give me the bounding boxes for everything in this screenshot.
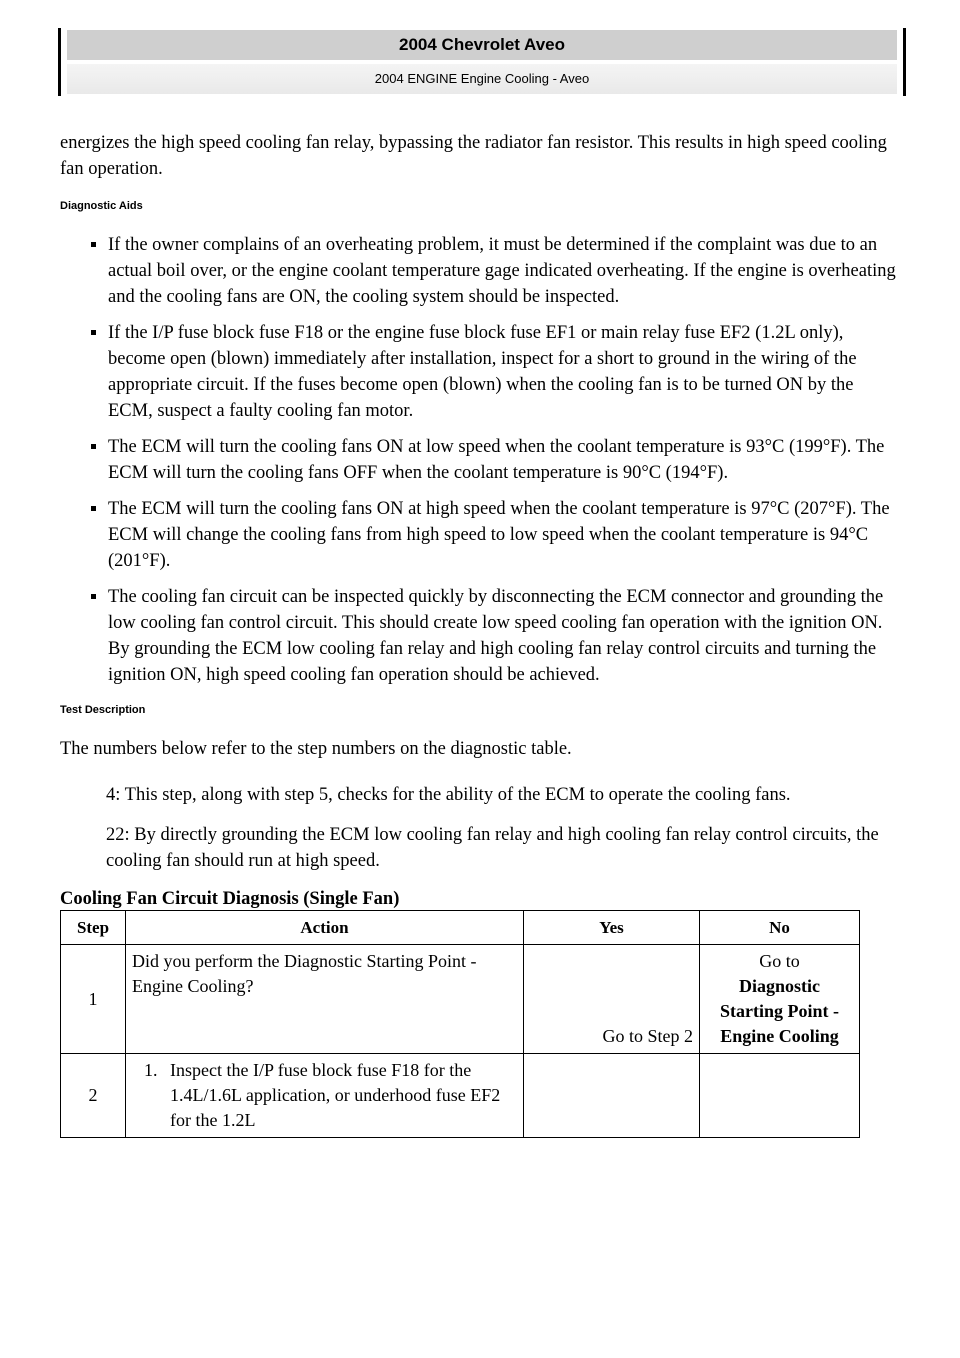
- list-item: ▪ If the owner complains of an overheating problem, it must be determined if the complaint was due to an actual boil over, or the engine coolant temperature gage indicated overheating. If the engine is overheating and the cooling fans are ON, the cooling system should be inspected.: [108, 232, 900, 310]
- document-subtitle: 2004 ENGINE Engine Cooling - Aveo: [67, 64, 897, 94]
- no-cell: [700, 945, 860, 1054]
- diagnostic-aids-list: [60, 232, 900, 688]
- no-cell-link: Diagnostic Starting Point - Engine Cooling: [720, 976, 839, 1046]
- column-header-yes: Yes: [524, 911, 700, 945]
- yes-cell: [524, 1054, 700, 1138]
- document-body: [60, 130, 900, 1138]
- section-heading-test-description: Test Description: [60, 704, 146, 716]
- document-title: 2004 Chevrolet Aveo: [67, 30, 897, 60]
- no-cell-prefix: Go to: [759, 951, 800, 971]
- no-cell: [700, 1054, 860, 1138]
- list-item: ▪ If the I/P fuse block fuse F18 or the engine fuse block fuse EF1 or main relay fuse EF2 (1.2L only), become open (blown) immediately after installation, inspect for a short to ground in the wiring of the appropriate circuit. If the fuses become open (blown) when the cooling fan is to be turned ON by the ECM, suspect a faulty cooling fan motor.: [108, 320, 900, 424]
- column-header-no: No: [700, 911, 860, 945]
- table-row: [61, 1054, 860, 1138]
- list-item: ▪ The ECM will turn the cooling fans ON at high speed when the coolant temperature is 97°C (207°F). The ECM will change the cooling fans from high speed to low speed when the coolant temperature is 94°C (201°F).: [108, 496, 900, 574]
- substep-text: Inspect the I/P fuse block fuse F18 for the 1.4L/1.6L application, or underhood fuse EF2 for the 1.2L: [170, 1060, 501, 1130]
- list-item: ▪ The ECM will turn the cooling fans ON at low speed when the coolant temperature is 93°C (199°F). The ECM will turn the cooling fans OFF when the coolant temperature is 90°C (194°F).: [108, 434, 900, 486]
- yes-cell: Go to Step 2: [524, 945, 700, 1054]
- action-cell: Did you perform the Diagnostic Starting Point - Engine Cooling?: [126, 945, 524, 1054]
- list-item: ▪ The cooling fan circuit can be inspected quickly by disconnecting the ECM connector and grounding the low cooling fan control circuit. This should create low speed cooling fan operation with the ignition ON. By grounding the ECM low cooling fan relay and high cooling fan relay control circuits and turning the ignition ON, high speed cooling fan operation should be achieved.: [108, 584, 900, 688]
- table-row: [61, 945, 860, 1054]
- step-note: 4: This step, along with step 5, checks for the ability of the ECM to operate the cooling fans.: [106, 785, 791, 805]
- step-number: 2: [61, 1054, 126, 1138]
- column-header-step: Step: [61, 911, 126, 945]
- document-header: [58, 28, 906, 96]
- test-description-intro: The numbers below refer to the step numbers on the diagnostic table.: [60, 739, 572, 759]
- action-cell: [126, 1054, 524, 1138]
- intro-paragraph: energizes the high speed cooling fan relay, bypassing the radiator fan resistor. This results in high speed cooling fan operation.: [60, 133, 887, 179]
- substep: [132, 1058, 517, 1133]
- table-title: Cooling Fan Circuit Diagnosis (Single Fan): [60, 889, 400, 909]
- column-header-action: Action: [126, 911, 524, 945]
- step-number: 1: [61, 945, 126, 1054]
- section-heading-diagnostic-aids: Diagnostic Aids: [60, 200, 143, 212]
- substep-number: 1.: [144, 1060, 158, 1080]
- table-header-row: [61, 911, 860, 945]
- step-note: 22: By directly grounding the ECM low cooling fan relay and high cooling fan relay control circuits, the cooling fan should run at high speed.: [106, 825, 879, 871]
- diagnosis-table: [60, 910, 860, 1138]
